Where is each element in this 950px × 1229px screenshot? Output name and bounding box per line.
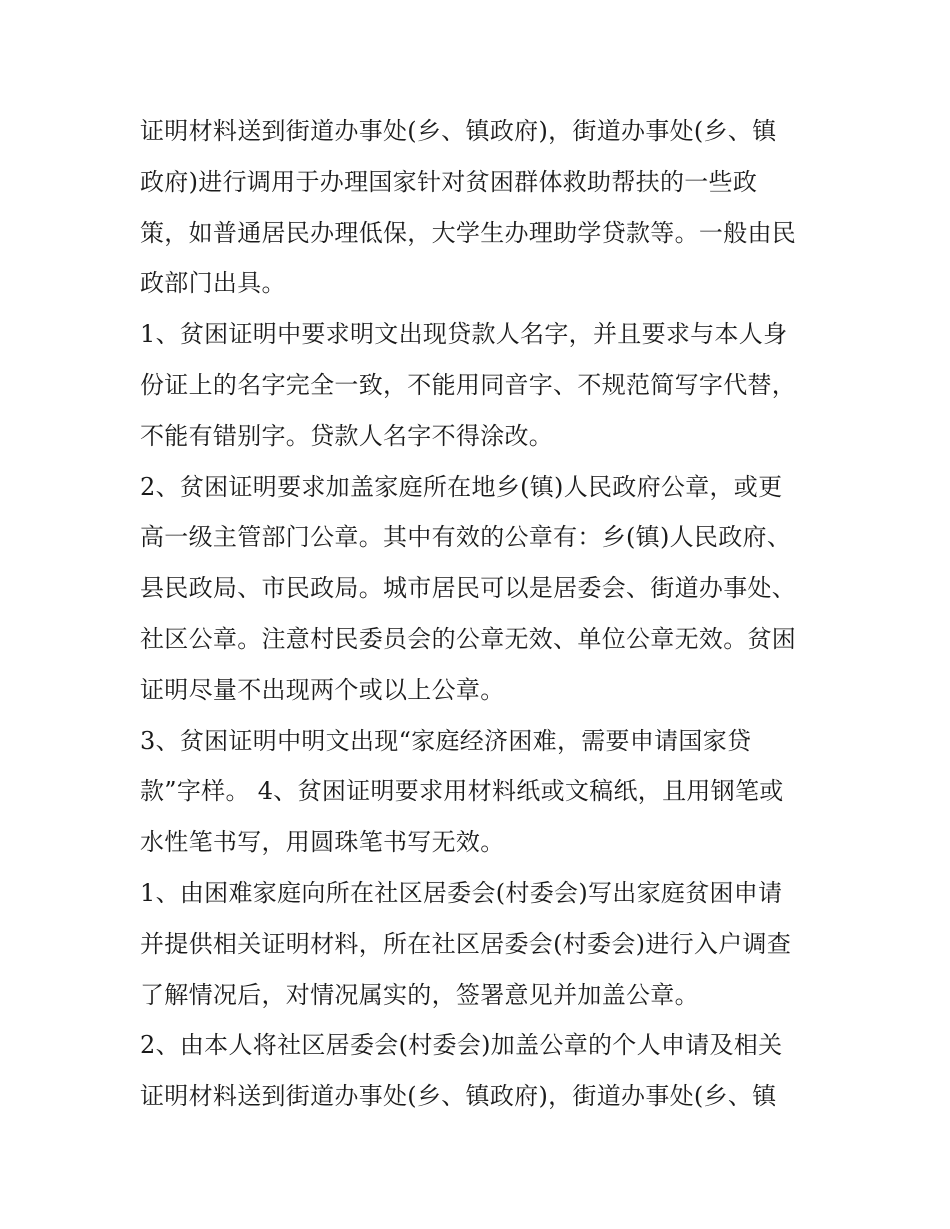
- text-line: 高一级主管部门公章。其中有效的公章有：乡(镇)人民政府、: [140, 523, 792, 552]
- text-line: 2、贫困证明要求加盖家庭所在地乡(镇)人民政府公章，或更: [140, 472, 783, 501]
- text-line: 策，如普通居民办理低保，大学生办理助学贷款等。一般由民: [140, 218, 797, 247]
- text-line: 2、由本人将社区居委会(村委会)加盖公章的个人申请及相关: [140, 1031, 783, 1060]
- text-line: 证明材料送到街道办事处(乡、镇政府)，街道办事处(乡、镇: [140, 1082, 777, 1111]
- text-line: 证明尽量不出现两个或以上公章。: [140, 675, 505, 704]
- text-line: 县民政局、市民政局。城市居民可以是居委会、街道办事处、: [140, 574, 797, 603]
- text-line: 社区公章。注意村民委员会的公章无效、单位公章无效。贫困: [140, 624, 797, 653]
- text-line: 1、贫困证明中要求明文出现贷款人名字，并且要求与本人身: [140, 320, 788, 349]
- document-body: [140, 106, 820, 1122]
- text-line: 并提供相关证明材料，所在社区居委会(村委会)进行入户调查: [140, 929, 792, 958]
- text-line: 证明材料送到街道办事处(乡、镇政府)，街道办事处(乡、镇: [140, 117, 777, 145]
- text-line: 政府)进行调用于办理国家针对贫困群体救助帮扶的一些政: [140, 167, 758, 196]
- text-line: 水性笔书写，用圆珠笔书写无效。: [140, 828, 505, 857]
- text-line: 不能有错别字。贷款人名字不得涂改。: [140, 421, 554, 450]
- text-line: 款”字样。 4、贫困证明要求用材料纸或文稿纸，且用钢笔或: [140, 777, 784, 806]
- text-line: 份证上的名字完全一致，不能用同音字、不规范简写字代替，: [140, 370, 797, 399]
- text-line: 1、由困难家庭向所在社区居委会(村委会)写出家庭贫困申请: [140, 878, 783, 907]
- text-line: 3、贫困证明中明文出现“家庭经济困难，需要申请国家贷: [140, 726, 752, 755]
- text-line: 了解情况后，对情况属实的，签署意见并加盖公章。: [140, 980, 699, 1009]
- text-line: 政部门出具。: [140, 269, 286, 298]
